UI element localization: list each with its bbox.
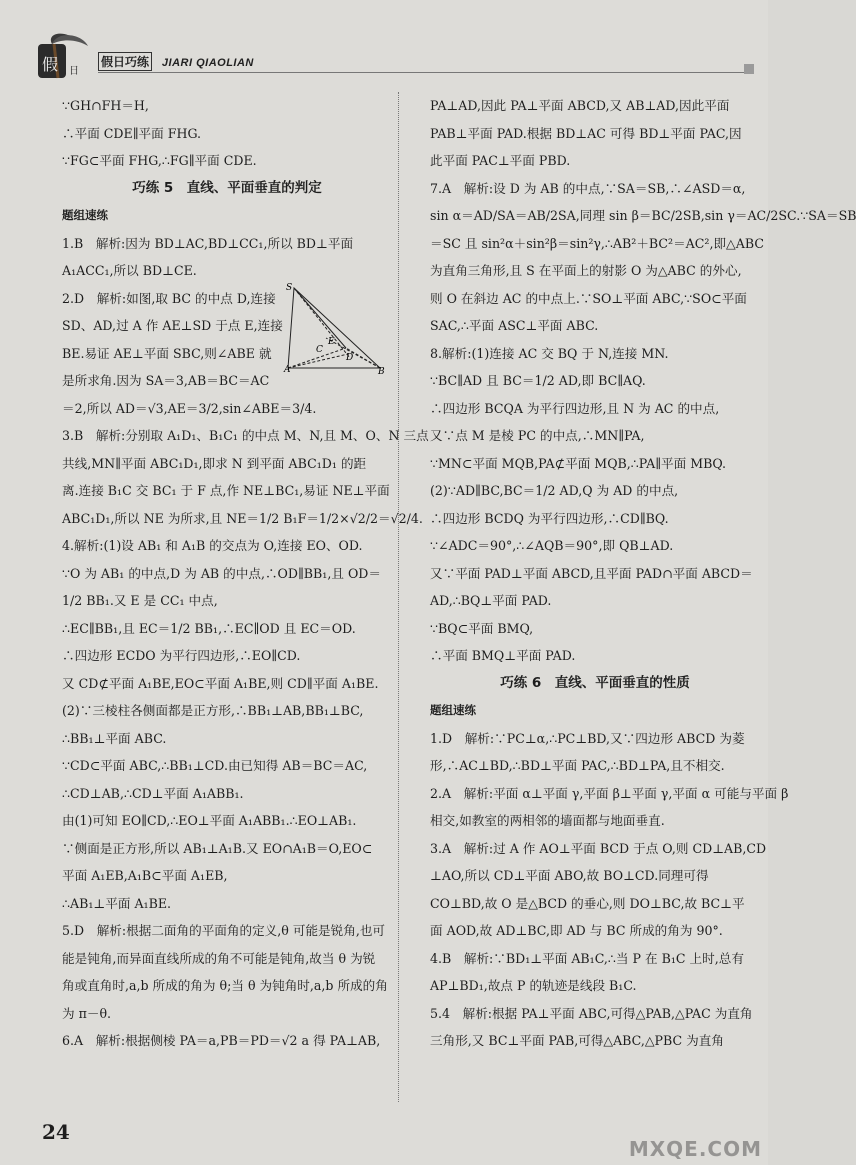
right-column bbox=[430, 92, 856, 1055]
text-line: ∴BB₁⊥平面 ABC. bbox=[62, 730, 167, 746]
text-line: ABC₁D₁,所以 NE 为所求,且 NE＝1/2 B₁F＝1/2×√2/2＝√2/4. bbox=[62, 510, 423, 526]
text-line: 2.D 解析:如图,取 BC 的中点 D,连接 bbox=[62, 290, 276, 306]
vertex-label-d: D bbox=[346, 353, 354, 363]
text-line: ∴CD⊥AB,∴CD⊥平面 A₁ABB₁. bbox=[62, 785, 244, 801]
text-line: 由(1)可知 EO∥CD,∴EO⊥平面 A₁ABB₁.∴EO⊥AB₁. bbox=[62, 813, 357, 828]
brand-chinese: 假日巧练 bbox=[98, 52, 152, 71]
text-line: SD、AD,过 A 作 AE⊥SD 于点 E,连接 bbox=[62, 318, 283, 333]
text-line: PAB⊥平面 PAD.根据 BD⊥AC 可得 BD⊥平面 PAC,因 bbox=[430, 125, 742, 141]
watermark-text: MXQE.COM bbox=[628, 1137, 762, 1161]
brand-title bbox=[98, 52, 254, 71]
text-line: 3.B 解析:分别取 A₁D₁、B₁C₁ 的中点 M、N,且 M、O、N 三点 bbox=[62, 428, 429, 443]
text-line: ∵O 为 AB₁ 的中点,D 为 AB 的中点,∴OD∥BB₁,且 OD＝ bbox=[62, 565, 381, 581]
column-divider bbox=[398, 92, 399, 1102]
text-line: 8.解析:(1)连接 AC 交 BQ 于 N,连接 MN. bbox=[430, 345, 669, 361]
text-line: PA⊥AD,因此 PA⊥平面 ABCD,又 AB⊥AD,因此平面 bbox=[430, 98, 730, 113]
text-line: 4.B 解析:∵BD₁⊥平面 AB₁C,∴当 P 在 B₁C 上时,总有 bbox=[430, 950, 744, 966]
text-line: 又 CD⊄平面 A₁BE,EO⊂平面 A₁BE,则 CD∥平面 A₁BE. bbox=[62, 675, 379, 691]
text-line: 1.D 解析:∵PC⊥α,∴PC⊥BD,又∵四边形 ABCD 为菱 bbox=[430, 730, 745, 746]
section-heading: 巧练 5 直线、平面垂直的判定 bbox=[132, 179, 322, 196]
text-line: ＝2,所以 AD＝√3,AE＝3/2,sin∠ABE＝3/4. bbox=[62, 400, 317, 416]
text-line: 共线,MN∥平面 ABC₁D₁,即求 N 到平面 ABC₁D₁ 的距 bbox=[62, 455, 367, 471]
text-line: ∴平面 CDE∥平面 FHG. bbox=[62, 125, 202, 141]
text-line: ∵BC∥AD 且 BC＝1/2 AD,即 BC∥AQ. bbox=[430, 373, 646, 388]
text-line: 离.连接 B₁C 交 BC₁ 于 F 点,作 NE⊥BC₁,易证 NE⊥平面 bbox=[62, 483, 390, 498]
text-line: 1.B 解析:因为 BD⊥AC,BD⊥CC₁,所以 BD⊥平面 bbox=[62, 235, 354, 251]
text-line: ∵FG⊂平面 FHG,∴FG∥平面 CDE. bbox=[62, 153, 257, 168]
text-line: ∵CD⊂平面 ABC,∴BB₁⊥CD.由已知得 AB＝BC＝AC, bbox=[62, 758, 368, 773]
text-line: ∵侧面是正方形,所以 AB₁⊥A₁B.又 EO∩A₁B＝O,EO⊂ bbox=[62, 840, 373, 856]
text-line: ∵MN⊂平面 MQB,PA⊄平面 MQB,∴PA∥平面 MBQ. bbox=[430, 455, 727, 471]
text-line: ∵∠ADC＝90°,∴∠AQB＝90°,即 QB⊥AD. bbox=[430, 538, 674, 553]
header-rule bbox=[98, 72, 748, 73]
tetrahedron-figure bbox=[284, 282, 386, 377]
text-line: ∴四边形 BCQA 为平行四边形,且 N 为 AC 的中点, bbox=[430, 400, 720, 416]
text-line: 是所求角.因为 SA＝3,AB＝BC＝AC bbox=[62, 373, 270, 388]
brand-english: JIARI QIAOLIAN bbox=[161, 57, 254, 69]
text-line: 3.A 解析:过 A 作 AO⊥平面 BCD 于点 O,则 CD⊥AB,CD bbox=[430, 840, 767, 856]
text-line: ∵GH∩FH＝H, bbox=[62, 98, 149, 113]
text-line: ＝SC 且 sin²α＋sin²β＝sin²γ,∴AB²＋BC²＝AC²,即△ABC bbox=[430, 235, 764, 251]
text-line: 4.解析:(1)设 AB₁ 和 A₁B 的交点为 O,连接 EO、OD. bbox=[62, 538, 363, 553]
text-line: 1/2 BB₁.又 E 是 CC₁ 中点, bbox=[62, 593, 218, 608]
vertex-label-c: C bbox=[316, 345, 323, 355]
subsection-heading: 题组速练 bbox=[62, 208, 108, 222]
text-line: ∴四边形 BCDQ 为平行四边形,∴CD∥BQ. bbox=[430, 510, 669, 526]
left-column bbox=[62, 92, 429, 1055]
text-line: A₁ACC₁,所以 BD⊥CE. bbox=[62, 263, 197, 278]
svg-text:日: 日 bbox=[69, 66, 79, 77]
text-line: sin α＝AD/SA＝AB/2SA,同理 sin β＝BC/2SB,sin γ＝AC/2SC.∵SA＝SB bbox=[430, 208, 856, 223]
text-line: 相交,如教室的两相邻的墙面都与地面垂直. bbox=[430, 813, 665, 828]
text-line: CO⊥BD,故 O 是△BCD 的垂心,则 DO⊥BC,故 BC⊥平 bbox=[430, 895, 745, 911]
text-line: 又∵平面 PAD⊥平面 ABCD,且平面 PAD∩平面 ABCD＝ bbox=[430, 565, 753, 581]
header-corner-mark bbox=[744, 64, 754, 74]
text-line: SAC,∴平面 ASC⊥平面 ABC. bbox=[430, 318, 599, 333]
text-line: (2)∵三棱柱各侧面都是正方形,∴BB₁⊥AB,BB₁⊥BC, bbox=[62, 703, 364, 718]
text-line: 2.A 解析:平面 α⊥平面 γ,平面 β⊥平面 γ,平面 α 可能与平面 β bbox=[430, 785, 789, 801]
text-line: ⊥AO,所以 CD⊥平面 ABO,故 BO⊥CD.同理可得 bbox=[430, 868, 709, 883]
text-line: 此平面 PAC⊥平面 PBD. bbox=[430, 153, 571, 168]
text-line: ∴四边形 ECDO 为平行四边形,∴EO∥CD. bbox=[62, 648, 301, 663]
palm-tree-logo-icon bbox=[36, 30, 96, 82]
text-line: 5.D 解析:根据二面角的平面角的定义,θ 可能是锐角,也可 bbox=[62, 923, 386, 938]
text-line: 为 π－θ. bbox=[62, 1005, 112, 1021]
watermark bbox=[600, 1100, 768, 1165]
text-line: 为直角三角形,且 S 在平面上的射影 O 为△ABC 的外心, bbox=[430, 263, 742, 278]
vertex-label-a: A bbox=[284, 365, 291, 375]
text-line: (2)∵AD∥BC,BC＝1/2 AD,Q 为 AD 的中点, bbox=[430, 483, 679, 498]
text-line: AP⊥BD₁,故点 P 的轨迹是线段 B₁C. bbox=[430, 978, 637, 993]
text-line: AD,∴BQ⊥平面 PAD. bbox=[430, 593, 552, 608]
vertex-label-s: S bbox=[286, 283, 293, 293]
svg-text:假: 假 bbox=[42, 55, 59, 74]
page-number: 24 bbox=[42, 1120, 70, 1144]
text-line: 平面 A₁EB,A₁B⊂平面 A₁EB, bbox=[62, 868, 228, 883]
text-line: 又∵点 M 是棱 PC 的中点,∴MN∥PA, bbox=[430, 428, 645, 443]
text-line: 5.4 解析:根据 PA⊥平面 ABC,可得△PAB,△PAC 为直角 bbox=[430, 1005, 753, 1021]
text-line: 7.A 解析:设 D 为 AB 的中点,∵SA＝SB,∴∠ASD＝α, bbox=[430, 180, 746, 196]
text-line: BE.易证 AE⊥平面 SBC,则∠ABE 就 bbox=[62, 345, 272, 361]
text-line: ∴EC∥BB₁,且 EC＝1/2 BB₁,∴EC∥OD 且 EC＝OD. bbox=[62, 620, 356, 636]
text-line: ∵BQ⊂平面 BMQ, bbox=[430, 620, 534, 636]
text-line: 6.A 解析:根据侧棱 PA＝a,PB＝PD＝√2 a 得 PA⊥AB, bbox=[62, 1033, 381, 1048]
text-line: ∴AB₁⊥平面 A₁BE. bbox=[62, 895, 172, 911]
text-line: 面 AOD,故 AD⊥BC,即 AD 与 BC 所成的角为 90°. bbox=[430, 923, 723, 938]
page-header bbox=[36, 30, 758, 82]
section-heading: 巧练 6 直线、平面垂直的性质 bbox=[500, 674, 690, 691]
text-line: 形,∴AC⊥BD,∴BD⊥平面 PAC,∴BD⊥PA,且不相交. bbox=[430, 758, 725, 773]
text-line: ∴平面 BMQ⊥平面 PAD. bbox=[430, 648, 576, 663]
subsection-heading: 题组速练 bbox=[430, 703, 476, 717]
text-line: 角或直角时,a,b 所成的角为 θ;当 θ 为钝角时,a,b 所成的角 bbox=[62, 978, 388, 993]
text-line: 三角形,又 BC⊥平面 PAB,可得△ABC,△PBC 为直角 bbox=[430, 1033, 724, 1048]
vertex-label-e: E bbox=[328, 337, 335, 347]
text-line: 则 O 在斜边 AC 的中点上.∵SO⊥平面 ABC,∵SO⊂平面 bbox=[430, 290, 747, 306]
vertex-label-b: B bbox=[378, 367, 385, 377]
text-line: 能是钝角,而异面直线所成的角不可能是钝角,故当 θ 为锐 bbox=[62, 950, 376, 966]
